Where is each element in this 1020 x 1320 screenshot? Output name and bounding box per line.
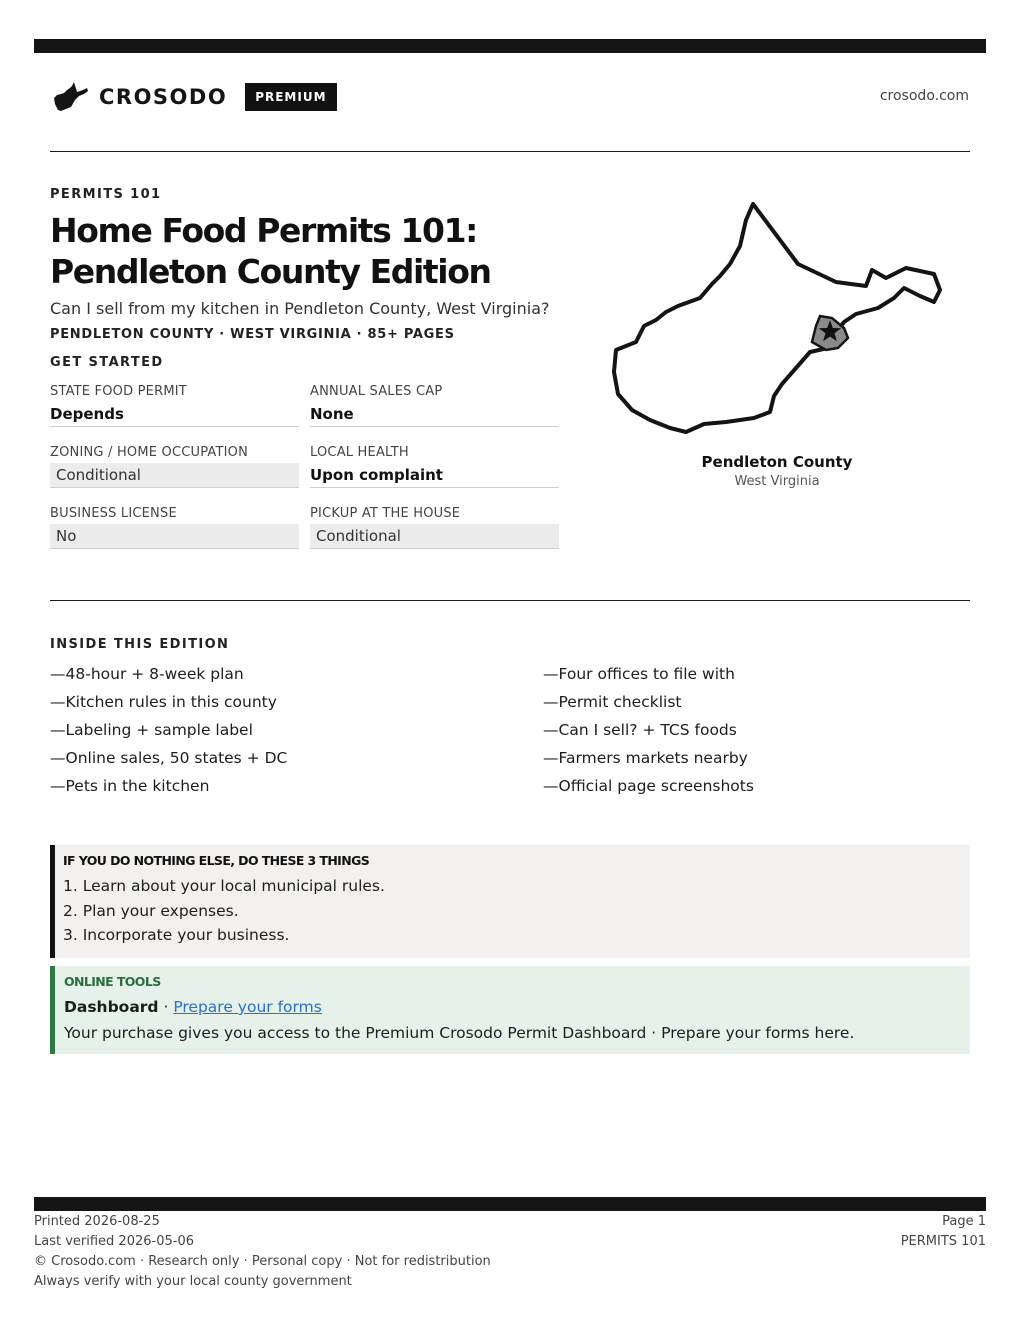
callout-heading: IF YOU DO NOTHING ELSE, DO THESE 3 THINGS bbox=[63, 853, 370, 868]
list-item: 1. Learn about your local municipal rules. bbox=[63, 877, 385, 895]
state-outline bbox=[614, 204, 940, 432]
page-title: Home Food Permits 101: Pendleton County Edition bbox=[50, 211, 491, 291]
fact-label: STATE FOOD PERMIT bbox=[50, 384, 187, 399]
fact-label: PICKUP AT THE HOUSE bbox=[310, 506, 461, 521]
tools-description: Your purchase gives you access to the Premium Crosodo Permit Dashboard · Prepare your forms here. bbox=[64, 1024, 855, 1042]
list-item: —Online sales, 50 states + DC bbox=[50, 749, 288, 767]
footer-left bbox=[34, 1212, 491, 1292]
prepare-forms-link[interactable]: Prepare your forms bbox=[173, 998, 322, 1016]
list-item: —Kitchen rules in this county bbox=[50, 693, 277, 711]
inside-contents-list bbox=[50, 662, 970, 802]
list-item: —Can I sell? + TCS foods bbox=[543, 721, 737, 739]
list-item: —Permit checklist bbox=[543, 693, 682, 711]
tools-line bbox=[64, 995, 970, 1021]
page-number: Page 1 bbox=[942, 1214, 986, 1229]
fact-value: None bbox=[310, 402, 559, 427]
get-started-heading: GET STARTED bbox=[50, 355, 164, 370]
list-item: —48-hour + 8-week plan bbox=[50, 665, 244, 683]
section-divider bbox=[50, 600, 970, 601]
printed-date: Printed 2026-08-25 bbox=[34, 1214, 160, 1229]
fact-zoning-home-occupation bbox=[50, 444, 299, 505]
separator-dot: · bbox=[158, 998, 174, 1016]
brand-name: CROSODO bbox=[99, 85, 228, 109]
west-virginia-logo-icon bbox=[53, 80, 89, 114]
fact-label: BUSINESS LICENSE bbox=[50, 506, 177, 521]
dashboard-label: Dashboard bbox=[64, 998, 159, 1016]
map-state-name: West Virginia bbox=[734, 474, 820, 489]
list-item: 3. Incorporate your business. bbox=[63, 926, 290, 944]
section-kicker: PERMITS 101 bbox=[50, 187, 162, 202]
callout-heading: ONLINE TOOLS bbox=[64, 974, 161, 989]
list-item: —Four offices to file with bbox=[543, 665, 735, 683]
list-item: —Official page screenshots bbox=[543, 777, 754, 795]
fact-pickup-at-house bbox=[310, 505, 559, 566]
west-virginia-map-icon bbox=[608, 198, 948, 438]
inside-column-right bbox=[543, 662, 970, 802]
fact-value: Depends bbox=[50, 402, 299, 427]
list-item: —Pets in the kitchen bbox=[50, 777, 210, 795]
fact-label: ZONING / HOME OCCUPATION bbox=[50, 445, 249, 460]
quick-facts-grid bbox=[50, 383, 559, 566]
top-rule-bar bbox=[34, 39, 986, 53]
footer-section: PERMITS 101 bbox=[900, 1234, 986, 1249]
copyright-notice: © Crosodo.com · Research only · Personal copy · Not for redistribution bbox=[34, 1254, 491, 1269]
brand-header bbox=[53, 80, 337, 114]
premium-badge: PREMIUM bbox=[245, 83, 336, 111]
top-three-callout bbox=[50, 845, 970, 958]
map-caption bbox=[677, 453, 877, 489]
verify-advice: Always verify with your local county government bbox=[34, 1274, 352, 1289]
fact-state-food-permit bbox=[50, 383, 299, 444]
list-item: —Labeling + sample label bbox=[50, 721, 253, 739]
site-url-link[interactable]: crosodo.com bbox=[879, 88, 969, 104]
footer-rule-bar bbox=[34, 1197, 986, 1211]
fact-business-license bbox=[50, 505, 299, 566]
page-subtitle: Can I sell from my kitchen in Pendleton County, West Virginia? bbox=[50, 299, 550, 318]
header-divider bbox=[50, 151, 970, 152]
fact-label: LOCAL HEALTH bbox=[310, 445, 409, 460]
edition-meta: PENDLETON COUNTY · WEST VIRGINIA · 85+ PAGES bbox=[50, 327, 455, 342]
list-item: 2. Plan your expenses. bbox=[63, 901, 239, 920]
inside-column-left bbox=[50, 662, 543, 802]
footer-right bbox=[901, 1212, 986, 1252]
fact-value: Upon complaint bbox=[310, 463, 559, 488]
fact-value: No bbox=[50, 524, 299, 549]
fact-annual-sales-cap bbox=[310, 383, 559, 444]
list-item: —Farmers markets nearby bbox=[543, 749, 748, 767]
state-locator-map bbox=[608, 198, 948, 438]
fact-value: Conditional bbox=[310, 524, 559, 549]
online-tools-callout bbox=[50, 966, 970, 1054]
verified-date: Last verified 2026-05-06 bbox=[34, 1234, 194, 1249]
map-county-name: Pendleton County bbox=[701, 453, 853, 471]
fact-local-health bbox=[310, 444, 559, 505]
inside-heading: INSIDE THIS EDITION bbox=[50, 637, 230, 652]
fact-label: ANNUAL SALES CAP bbox=[310, 384, 443, 399]
fact-value: Conditional bbox=[50, 463, 299, 488]
